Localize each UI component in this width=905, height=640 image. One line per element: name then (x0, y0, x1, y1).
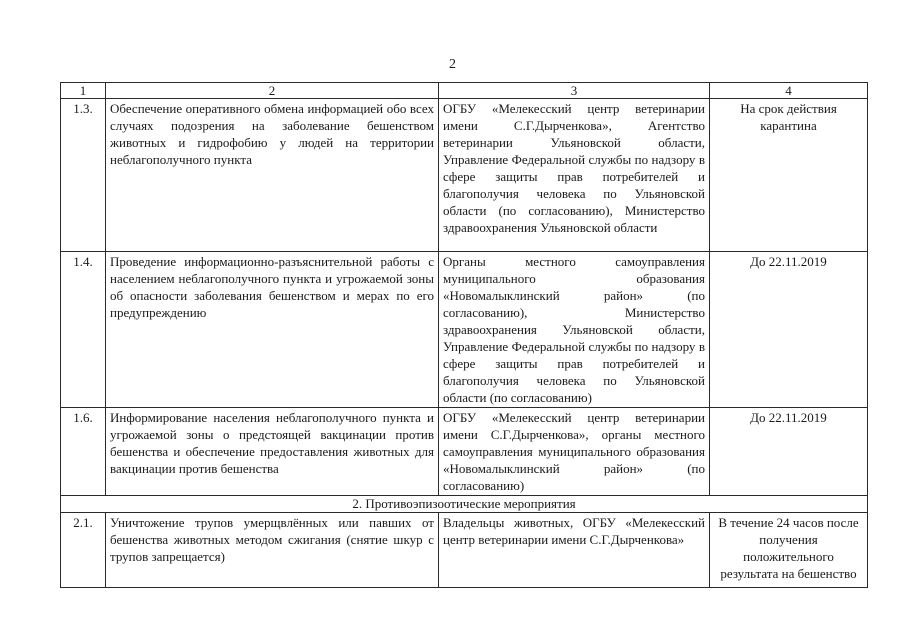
column-header-3: 3 (439, 83, 710, 99)
row-action: Информирование населения неблагополучного пункта и угрожаемой зоны о предстоящей вакцинации против бешенства и обеспечение предоставления животных для вакцинации против бешенства (106, 408, 439, 496)
row-term: В течение 24 часов после получения положительного результата на бешенство (710, 513, 868, 588)
table-row (61, 99, 868, 252)
row-term: До 22.11.2019 (710, 252, 868, 408)
column-header-2: 2 (106, 83, 439, 99)
column-header-1: 1 (61, 83, 106, 99)
row-responsible: Органы местного самоуправления муниципального образования «Новомалыклинский район» (по согласованию), Министерство здравоохранения Ульяновской области, Управление Федеральной службы по надзору в сфере защиты прав потребителей и благополучия человека по Ульяновской области (по согласованию) (439, 252, 710, 408)
row-responsible: ОГБУ «Мелекесский центр ветеринарии имени С.Г.Дырченкова», органы местного самоуправления муниципального образования «Новомалыклинский район» (по согласованию) (439, 408, 710, 496)
table-row (61, 513, 868, 588)
row-number: 1.3. (61, 99, 106, 252)
table-header-row (61, 83, 868, 99)
row-term: До 22.11.2019 (710, 408, 868, 496)
section-title: 2. Противоэпизоотические мероприятия (61, 496, 868, 513)
column-header-4: 4 (710, 83, 868, 99)
row-number: 1.4. (61, 252, 106, 408)
row-action: Проведение информационно-разъяснительной работы с населением неблагополучного пункта и угрожаемой зоны об опасности заболевания бешенством и мерах по его предупреждению (106, 252, 439, 408)
row-responsible: ОГБУ «Мелекесский центр ветеринарии имени С.Г.Дырченкова», Агентство ветеринарии Ульяновской области, Управление Федеральной службы по надзору в сфере защиты прав потребителей и благополучия человека по Ульяновской области (по согласованию), Министерство здравоохранения Ульяновской области (439, 99, 710, 252)
row-action: Обеспечение оперативного обмена информацией обо всех случаях подозрения на заболевание бешенством животных и гидрофобию у людей на территории неблагополучного пункта (106, 99, 439, 252)
table-row (61, 408, 868, 496)
table-row (61, 252, 868, 408)
page-number: 2 (449, 57, 456, 72)
row-responsible: Владельцы животных, ОГБУ «Мелекесский центр ветеринарии имени С.Г.Дырченкова» (439, 513, 710, 588)
row-number: 1.6. (61, 408, 106, 496)
section-header-row (61, 496, 868, 513)
row-term: На срок действия карантина (710, 99, 868, 252)
measures-table (60, 82, 868, 588)
row-action: Уничтожение трупов умерщвлённых или павших от бешенства животных методом сжигания (снятие шкур с трупов запрещается) (106, 513, 439, 588)
row-number: 2.1. (61, 513, 106, 588)
